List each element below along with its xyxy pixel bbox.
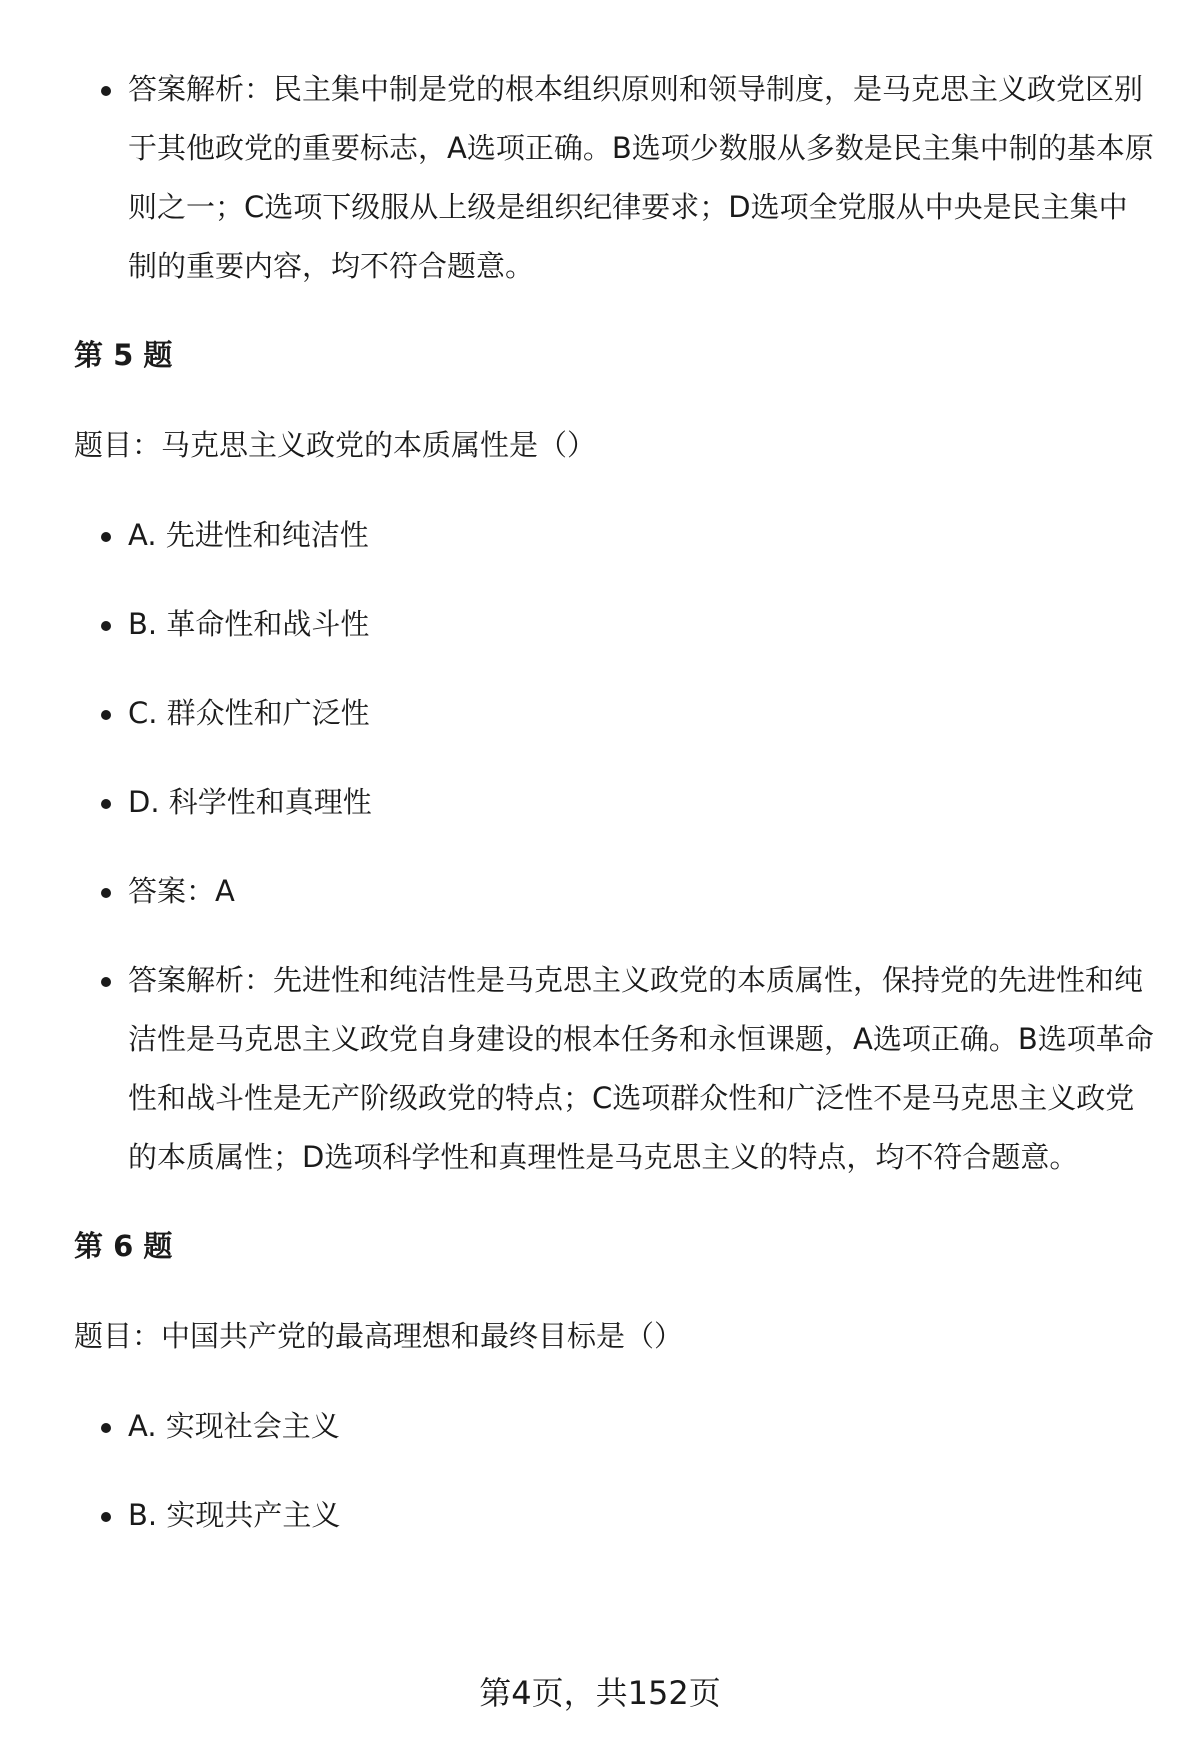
prev-question-list [74, 60, 1154, 296]
question-5-heading: 第 5 题 [74, 338, 173, 372]
question-5-option-c: C. 群众性和广泛性 [74, 684, 1154, 743]
question-5-option-a: A. 先进性和纯洁性 [74, 506, 1154, 565]
question-5-analysis: 答案解析：先进性和纯洁性是马克思主义政党的本质属性，保持党的先进性和纯洁性是马克思主义政党自身建设的根本任务和永恒课题，A选项正确。B选项革命性和战斗性是无产阶级政党的特点；C选项群众性和广泛性不是马克思主义政党的本质属性；D选项科学性和真理性是马克思主义的特点，均不符合题意。 [74, 951, 1154, 1187]
page-content [74, 60, 1154, 1575]
prev-answer-analysis: 答案解析：民主集中制是党的根本组织原则和领导制度，是马克思主义政党区别于其他政党的重要标志，A选项正确。B选项少数服从多数是民主集中制的基本原则之一；C选项下级服从上级是组织纪律要求；D选项全党服从中央是民主集中制的重要内容，均不符合题意。 [74, 60, 1154, 296]
question-6-option-b: B. 实现共产主义 [74, 1486, 1154, 1545]
question-6-stem: 题目：中国共产党的最高理想和最终目标是（） [74, 1319, 684, 1353]
question-5-list [74, 506, 1154, 1187]
question-6-list [74, 1397, 1154, 1545]
question-5-option-d: D. 科学性和真理性 [74, 773, 1154, 832]
question-6-heading: 第 6 题 [74, 1229, 173, 1263]
question-6-option-a: A. 实现社会主义 [74, 1397, 1154, 1456]
page-number-footer: 第4页，共152页 [479, 1674, 721, 1712]
question-5-answer: 答案：A [74, 862, 1154, 921]
question-5-option-b: B. 革命性和战斗性 [74, 595, 1154, 654]
question-5-stem: 题目：马克思主义政党的本质属性是（） [74, 428, 597, 462]
